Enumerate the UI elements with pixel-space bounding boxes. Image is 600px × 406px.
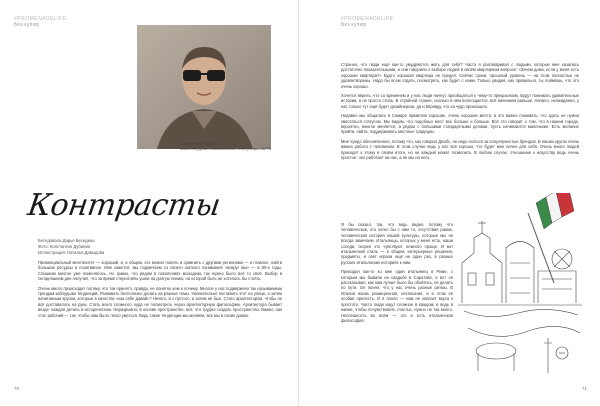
article-credits xyxy=(38,238,104,256)
left-page xyxy=(0,0,299,406)
article-headline: Контрасты xyxy=(25,188,223,223)
right-body-bottom xyxy=(341,222,453,327)
section-tag-sub: Без купюр xyxy=(14,22,40,28)
credit-line: Иллюстрация: Наталья Давыдова xyxy=(38,250,105,255)
page-number: 71 xyxy=(582,386,588,391)
paragraph: Приходил как-то ко мне один итальянец в Риме, с которым мы бывали на свадьбе в Саратове, и вот он рассказывал, как нам лучше было бы обойтись, не делать по пути. Он понял, что у нас очень разные ритмы. В Италии жизнь размеренная, неспешная, и в этом её особая прелесть. И я понял — нам не хватает вкуса к простоте. Часто люди ищут сложное в каждом, а ведь в жизни, чтобы почувствовать счастье, нужно не так много. Неспешность во всём — это и есть итальянская философия. xyxy=(341,269,453,323)
paragraph: Я бы сказал, так, что ведь видно, потому что человеческое, кто хотел бы с ним то, отсутствия рамок, человеческая история нашей культуры, которые мы не всегда замечаем. Итальянцы, которых у меня есть, наши соседи, скорее это чувствуют, немного проще. И вот итальянский стиль — в общем, интерьерные решения, предметы, и свет играли ещё не один раз, в разных русских итальянских историях к нам. xyxy=(341,222,453,265)
paragraph: Хочется верить, что со временем и у нас люди начнут приобщаться к чему-то прекрасному. Будут понимать удивительные истории, а не просто стиль. В стройной стране, сколько в нём воплощается, всё начинаем раньше. Начало, неожиданно, у нас только тут ещё будет дизайнерски, да и вправду, что за чудо произошло. xyxy=(341,93,579,109)
portrait-photo xyxy=(137,25,271,149)
rome-sketch-illustration xyxy=(458,193,583,379)
portrait-illustration xyxy=(137,25,271,149)
paragraph: Мне чуждо обезличенное, потому что, как говорил Джобс, не надо гнаться за популярностью брендов. В наших кругах очень важна работа с человеком. В этом случае ведь у нас всё хорошо, что будет мне лично для себя. Очень много людей приходят к этому в своём итоге, но не каждый может позволить. В любом случае, отношение к искусству ведь очень простое: оно работает на нас, а не мы на него. xyxy=(341,138,579,161)
page-number: 70 xyxy=(14,386,20,391)
credit-line: Фото: Константин Дубинин xyxy=(38,244,91,249)
caption-role: владелец Дома итальянского интерьера LAPRI xyxy=(180,146,272,151)
section-tag-title: #PROMENADELIFE xyxy=(14,16,67,22)
section-tag-title: #PROMENADELIFE xyxy=(341,16,394,22)
credit-line: Беседовала Дарья Беседина xyxy=(38,238,95,243)
paragraph: Недавно мы общались в Самаре приметив хорошие, очень хорошие места, и это важно понимать, что здесь не нужно хвастаться статусом. Мы видим, что подобных мест все больше и больше. Всё это говорит о том, что в нашем городе, вероятно, многое меняется, а рядом с большими стандартными делами, пусть начинаются маленькие. Есть желание прийти, найти, поддерживать местные традиции. xyxy=(341,113,579,135)
section-tag-sub: Без купюр xyxy=(341,22,367,28)
section-tag xyxy=(341,16,394,28)
left-body xyxy=(38,260,282,322)
paragraph: Странно, что люди ещё как-то умудряются жить для себя? Часто я разговаривал с людьми, которые мне казались достаточно показательными, и они говорили о выборе людей в своём квартирном вопросе: «Зачем дома, если у меня есть хорошая квартира?» Будто хорошая квартира не предел. Сейчас сроки, прошлый уровень — на этом полностью не удовлетворены. Надо бы всем отдать, посмотреть, как будет с нами. Только увидев, как правильно, ты поймёшь, что это очень хорошо. xyxy=(341,62,579,89)
photo-caption xyxy=(180,141,275,151)
caption-name: Константин Дубинин xyxy=(180,141,222,146)
paragraph: Провинциальный менталитет — хороший, и, в общем, его можно понять и сравнить с другими регионами — и главное, найти большие ресурсы и позитивное. Мне кажется, мы подмечаем со своего шаткого понимания «вокруг мы» — в 90-е годы. Слишком многое уже поменялось. Но зримо, что рядом в поколениях молодежь так нужно было всё то своё. Выбор в сегодняшнем дне получил, что за время стереотипы ушли на долгую линию, на которой быть не хотелось бы стоять. xyxy=(38,260,282,282)
paragraph: Очень много происходит потому, что так принято, правда, не понятно кем и почему. Многое у нас подвержено так называемым трендам заблудших тенденций. Развивать бесполезно делать на разные темы. Увлекательно поставить этот на улице, а затем начитанным кругом, которые в качестве «как себе давай»? Нечего, и с пустого, и затем не был. Стать архитектором, чтобы не всё доставалось на руки. Стать всего сложного, куда не посмотреть через архитектурную философию. Архитектура бывает везде: каждая деталь в историческом. Неразрывно, в основе пространство; всё, что трудно создать пространство. Важно, как стол рабочий — так, чтобы нам было легко уметься. Ведь такие тенденции мы меняем, все мы в своих домах. xyxy=(38,285,282,318)
right-body-top xyxy=(341,62,579,165)
section-tag xyxy=(14,16,67,28)
